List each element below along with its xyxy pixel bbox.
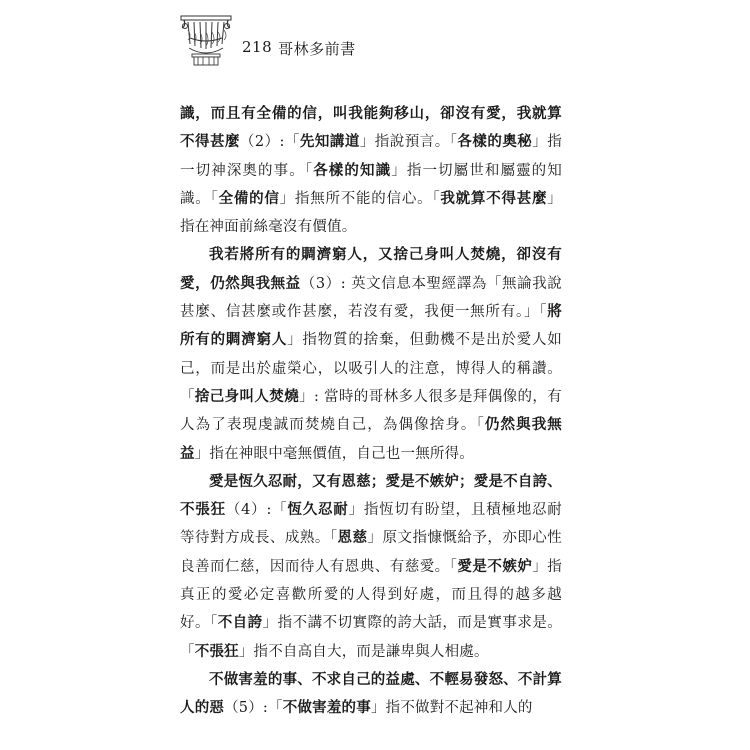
text-segment: 各樣的知識 [313,161,392,179]
text-segment: 」指在神眼中毫無價值，自己也一無所得。 [194,445,475,462]
text-segment: 不張狂 [194,642,239,660]
text-segment: 我就算不得甚麼 [440,189,548,207]
text-segment: 恩慈 [337,529,368,547]
text-segment: 」原文指慷慨給予，亦即心性良善而仁慈，因而待人有恩典、有慈愛。「 [180,530,562,575]
text-segment: 識，而且有全備的信，叫我能夠移山，卻沒有愛，我就算不得甚麼 [180,105,562,151]
text-segment: 」指一切神深奧的事。「 [180,134,562,179]
page-number: 218 [242,38,273,56]
paragraph [180,241,562,467]
page-body [180,100,562,723]
paragraph [180,100,562,241]
text-segment: 」指物質的捨棄，但動機不是出於愛人如己，而是出於虛榮心，以吸引人的注意，博得人的稱讚。「 [180,332,562,405]
page-header [180,14,580,68]
text-segment: 」指一切屬世和屬靈的知識。「 [180,162,562,207]
text-segment: 各樣的奧秘 [457,133,533,151]
text-segment: 我若將所有的賙濟窮人，又捨己身叫人焚燒，卻沒有愛，仍然與我無益 [180,246,562,292]
paragraph [180,666,562,723]
text-segment: 恆久忍耐 [287,501,349,519]
text-segment: 」指恆切有盼望，且積極地忍耐等待對方成長、成熟。「 [180,502,562,547]
text-segment: 不做害羞的事、不求自己的益處、不輕易發怒、不計算人的惡 [180,670,562,717]
text-segment: 」指不做對不起神和人的 [370,700,533,717]
text-segment: 全備的信 [218,189,280,207]
text-segment: 愛是恆久忍耐，又有恩慈；愛是不嫉妒；愛是不自誇、不張狂 [180,472,562,519]
text-segment: 不做害羞的事 [282,699,371,717]
text-segment: 將所有的賙濟窮人 [180,303,562,349]
text-segment: 」指無所不能的信心。「 [279,190,441,207]
text-segment: 先知講道 [299,133,360,151]
book-title: 哥林多前書 [278,40,356,58]
text-segment: 仍然與我無益 [180,416,562,462]
text-segment: 」指說預言。「 [359,134,458,151]
text-segment: 愛是不嫉妒 [457,557,533,575]
text-segment: 」指真正的愛必定喜歡所愛的人得到好處，而且得的越多越好。「 [180,558,562,632]
text-segment: （4）:「 [225,502,288,519]
text-segment: （5）:「 [224,700,283,717]
text-segment: 不自誇 [217,614,263,632]
paragraph [180,468,562,666]
text-segment: 」: 當時的哥林多人很多是拜偶像的，有人為了表現虔誠而焚燒自己，為偶像捨身。「 [180,388,562,434]
corinthian-capital-icon [180,14,232,66]
text-segment: 」指不講不切實際的誇大話，而是實事求是。「 [180,615,562,660]
text-segment: 」指在神面前絲毫沒有價值。 [180,190,562,236]
text-segment: 捨己身叫人焚燒 [194,387,300,405]
text-segment: 」指不自高自大，而是謙卑與人相處。 [238,643,489,660]
text-segment: （2）:「 [239,134,300,151]
text-segment: （3）: 英文信息本聖經譯為「無論我說甚麼、信甚麼或作甚麼，若沒有愛，我便一無所有。」「 [180,275,562,321]
